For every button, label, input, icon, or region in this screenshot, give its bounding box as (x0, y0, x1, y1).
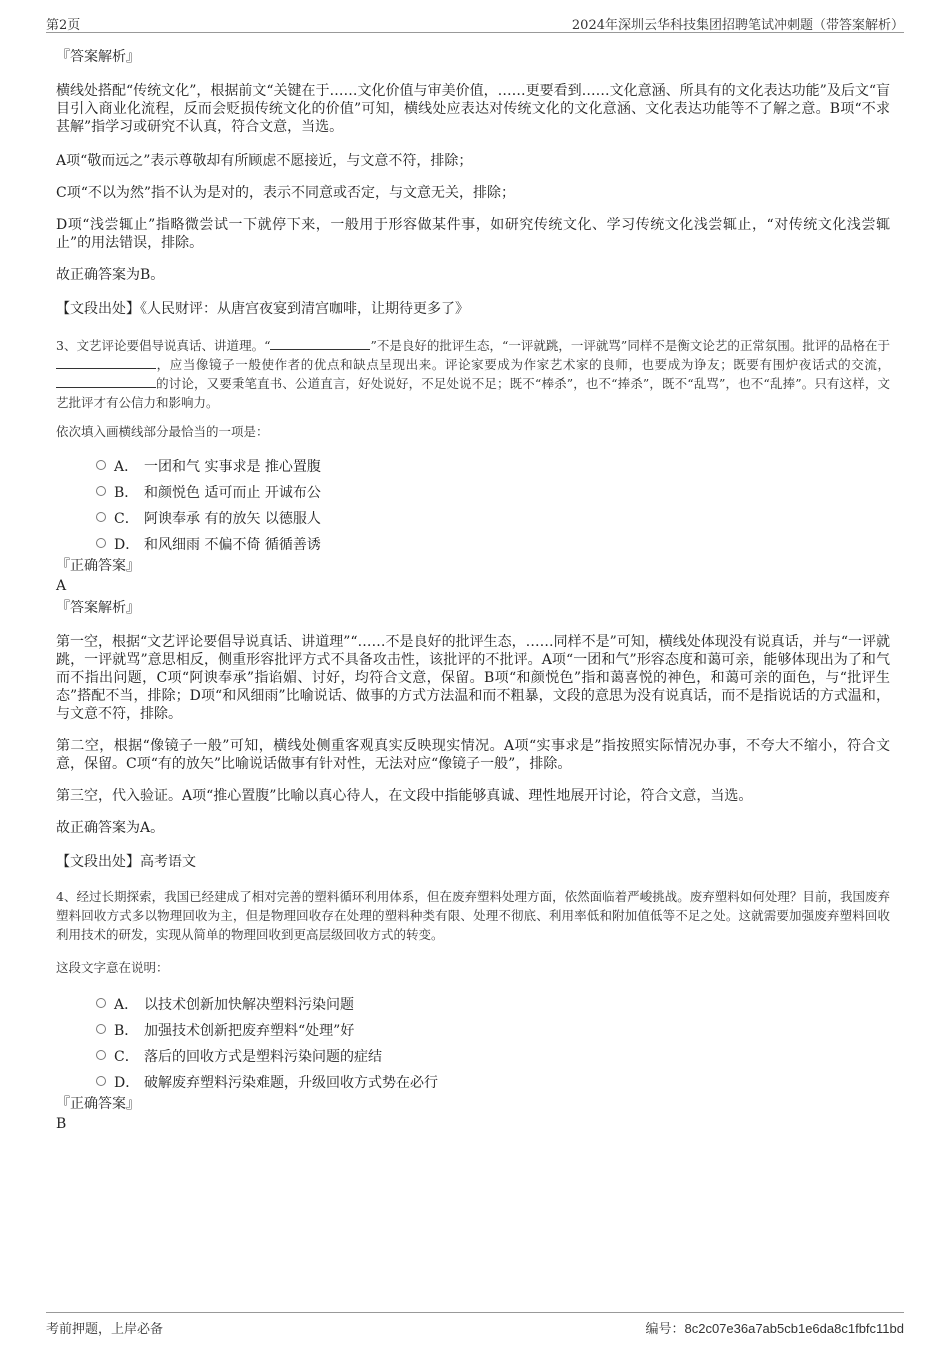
fill-blank (56, 356, 156, 369)
answer-label: 『正确答案』 (56, 558, 140, 574)
question-prompt: 依次填入画横线部分最恰当的一项是： (56, 424, 269, 439)
analysis-paragraph: A项“敬而远之”表示尊敬却有所顾虑不愿接近，与文意不符，排除； (56, 153, 473, 169)
fill-blank (56, 375, 156, 388)
analysis-paragraph: 第二空，根据“像镜子一般”可知，横线处侧重客观真实反映现实情况。A项“实事求是”指按照实际情况办事，不夸大不缩小，符合文意，保留。C项“有的放矢”比喻说话做事有针对性，无法对应“像镜子一般”，排除。 (56, 738, 890, 772)
option-c[interactable]: C． 阿谀奉承 有的放矢 以德服人 (56, 505, 890, 531)
question-prompt: 这段文字意在说明： (56, 960, 169, 975)
analysis-paragraph: 故正确答案为B。 (56, 267, 165, 283)
radio-icon[interactable] (96, 1076, 106, 1086)
radio-icon[interactable] (96, 486, 106, 496)
analysis-paragraph: 故正确答案为A。 (56, 820, 165, 836)
fill-blank (270, 337, 370, 350)
analysis-paragraph: 横线处搭配“传统文化”，根据前文“关键在于……文化价值与审美价值，……更要看到……文化意涵、所具有的文化表达功能”及后文“盲目引入商业化流程，反而会贬损传统文化的价值”可知，横线处应表达对传统文化的文化意涵、文化表达功能等不了解之意。B项“不求甚解”指学习或研究不认真，符合文意，当选。 (56, 83, 890, 135)
options-list (56, 453, 890, 557)
radio-icon[interactable] (96, 1024, 106, 1034)
document-title: 2024年深圳云华科技集团招聘笔试冲刺题（带答案解析） (571, 18, 904, 33)
option-d[interactable]: D． 破解废弃塑料污染难题，升级回收方式势在必行 (56, 1069, 890, 1095)
analysis-label: 『答案解析』 (56, 49, 140, 65)
document-code: 编号：8c2c07e36a7ab5cb1e6da8c1fbfc11bd (645, 1321, 904, 1337)
option-b[interactable]: B． 和颜悦色 适可而止 开诚布公 (56, 479, 890, 505)
question-stem: 4、经过长期探索，我国已经建成了相对完善的塑料循环利用体系，但在废弃塑料处理方面，依然面临着严峻挑战。废弃塑料如何处理？目前，我国废弃塑料回收方式多以物理回收为主，但是物理回收存在处理的塑料种类有限、处理不彻底、利用率低和附加值低等不足之处。这就需要加强废弃塑料回收利用技术的研发，实现从简单的物理回收到更高层级回收方式的转变。 (56, 889, 890, 942)
page-number: 第2页 (46, 18, 81, 33)
option-d[interactable]: D． 和风细雨 不偏不倚 循循善诱 (56, 531, 890, 557)
analysis-paragraph: C项“不以为然”指不认为是对的，表示不同意或否定，与文意无关，排除； (56, 185, 516, 201)
option-a[interactable]: A． 以技术创新加快解决塑料污染问题 (56, 991, 890, 1017)
footer-slogan: 考前押题，上岸必备 (46, 1322, 164, 1337)
radio-icon[interactable] (96, 460, 106, 470)
radio-icon[interactable] (96, 998, 106, 1008)
page-content (56, 42, 890, 1133)
analysis-label: 『答案解析』 (56, 600, 140, 616)
option-c[interactable]: C． 落后的回收方式是塑料污染问题的症结 (56, 1043, 890, 1069)
option-b[interactable]: B． 加强技术创新把废弃塑料“处理”好 (56, 1017, 890, 1043)
answer-value: A (56, 578, 67, 594)
question-stem: 3、文艺评论要倡导说真话、讲道理。“ ”不是良好的批评生态，“一评就跳，一评就骂”同样不是衡文论艺的正常氛围。批评的品格在于 ，应当像镜子一般使作者的优点和缺点呈现出来。评论家要成为作家艺术家的良师，也要成为诤友；既要有围炉夜话式的交流， 的讨论，又要秉笔直书、公道直言，好处说好，不足处说不足；既不“棒杀”，也不“捧杀”，既不“乱骂”，也不“乱捧”。只有这样，文艺批评才有公信力和影响力。 (56, 338, 890, 410)
answer-label: 『正确答案』 (56, 1096, 140, 1112)
analysis-paragraph: 第三空，代入验证。A项“推心置腹”比喻以真心待人，在文段中指能够真诚、理性地展开讨论，符合文意，当选。 (56, 788, 753, 804)
source-citation: 【文段出处】《人民财评：从唐宫夜宴到清宫咖啡，让期待更多了》 (56, 301, 469, 317)
analysis-paragraph: 第一空，根据“文艺评论要倡导说真话、讲道理”“……不是良好的批评生态，……同样不是”可知，横线处体现没有说真话，并与“一评就跳，一评就骂”意思相反，侧重形容批评方式不具备攻击性，该批评的不批评。A项“一团和气”形容态度和蔼可亲，能够体现出为了和气而不指出问题，C项“阿谀奉承”指谄媚、讨好，均符合文意，保留。B项“和颜悦色”指和蔼喜悦的神色，和蔼可亲的面色，与“批评生态”搭配不当，排除；D项“和风细雨”比喻说话、做事的方式方法温和而不粗暴，文段的意思为没有说真话，而不是指说话的方式温和，与文意不符，排除。 (56, 634, 890, 722)
option-a[interactable]: A． 一团和气 实事求是 推心置腹 (56, 453, 890, 479)
page-footer (46, 1312, 904, 1337)
radio-icon[interactable] (96, 538, 106, 548)
answer-value: B (56, 1116, 67, 1132)
analysis-paragraph: D项“浅尝辄止”指略微尝试一下就停下来，一般用于形容做某件事，如研究传统文化、学习传统文化浅尝辄止，“对传统文化浅尝辄止”的用法错误，排除。 (56, 217, 890, 251)
page-header (46, 10, 904, 33)
radio-icon[interactable] (96, 512, 106, 522)
source-citation: 【文段出处】高考语文 (56, 854, 196, 870)
radio-icon[interactable] (96, 1050, 106, 1060)
options-list (56, 991, 890, 1095)
